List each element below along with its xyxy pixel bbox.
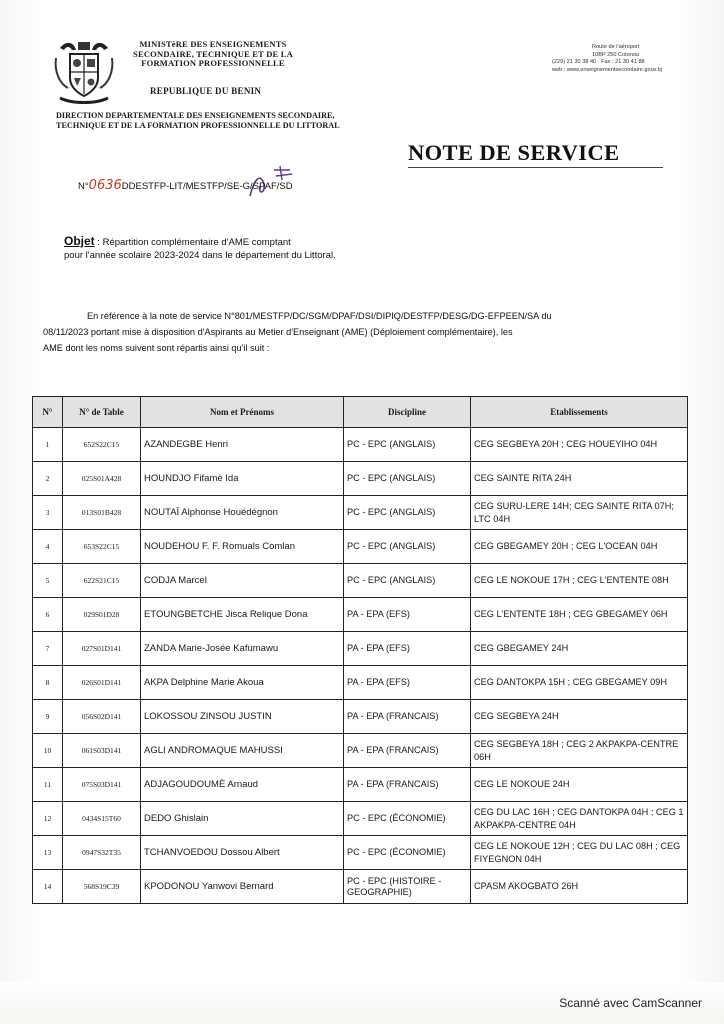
benin-coat-of-arms-icon	[52, 38, 116, 108]
row-number: 1	[33, 428, 63, 462]
reference-suffix: DDESTFP-LIT/MESTFP/SE-G/SPAF/SD	[121, 181, 293, 192]
row-establishments: CPASM AKOGBATO 26H	[471, 870, 688, 904]
contact-block	[552, 44, 682, 74]
intro-line: En référence à la note de service N°801/MESTFP/DC/SGM/DPAF/DSI/DIPIQ/DESTFP/DESG/DG-EFPEEN/SA du	[87, 311, 552, 321]
row-number: 12	[33, 802, 63, 836]
ministry-line: FORMATION PROFESSIONNELLE	[141, 58, 285, 68]
objet-line2: pour l'année scolaire 2023-2024 dans le département du Littoral.	[64, 250, 336, 261]
row-establishments: CEG SURU-LERE 14H; CEG SAINTE RITA 07H; LTC 04H	[471, 496, 688, 530]
table-row	[33, 768, 688, 802]
table-row	[33, 802, 688, 836]
objet-line1: : Répartition complémentaire d'AME comptant	[94, 237, 291, 248]
row-name: AGLI ANDROMAQUE MAHUSSI	[141, 734, 344, 768]
row-table-number: 025S01A428	[63, 462, 141, 496]
ministry-name	[118, 40, 308, 69]
row-number: 8	[33, 666, 63, 700]
row-establishments: CEG DU LAC 16H ; CEG DANTOKPA 04H ; CEG 1 AKPAKPA-CENTRE 04H	[471, 802, 688, 836]
table-header-row	[33, 397, 688, 428]
direction-line: TECHNIQUE ET DE LA FORMATION PROFESSIONNELLE DU LITTORAL	[56, 121, 340, 130]
row-establishments: CEG SEGBEYA 24H	[471, 700, 688, 734]
row-discipline: PA - EPA (FRANCAIS)	[344, 700, 471, 734]
direction-name	[56, 111, 340, 131]
table-row	[33, 530, 688, 564]
table-row	[33, 700, 688, 734]
intro-line: AME dont les noms suivent sont répartis ainsi qu'il suit :	[43, 343, 270, 353]
row-name: AZANDEGBE Henri	[141, 428, 344, 462]
row-discipline: PA - EPA (EFS)	[344, 632, 471, 666]
table-row	[33, 734, 688, 768]
row-establishments: CEG SAINTE RITA 24H	[471, 462, 688, 496]
row-discipline: PA - EPA (EFS)	[344, 666, 471, 700]
row-table-number: 653S22C15	[63, 530, 141, 564]
row-discipline: PC - EPC (ÉCONOMIE)	[344, 802, 471, 836]
row-number: 10	[33, 734, 63, 768]
row-establishments: CEG LE NOKOUE 12H ; CEG DU LAC 08H ; CEG FIYEGNON 04H	[471, 836, 688, 870]
row-table-number: 027S01D141	[63, 632, 141, 666]
direction-line: DIRECTION DEPARTEMENTALE DES ENSEIGNEMENTS SECONDAIRE,	[56, 111, 335, 120]
table-row	[33, 836, 688, 870]
row-name: CODJA Marcel	[141, 564, 344, 598]
row-table-number: 0434S15T60	[63, 802, 141, 836]
intro-line: 08/11/2023 portant mise à disposition d'Aspirants au Metier d'Enseignant (AME) (Déploiement complémentaire), les	[43, 327, 513, 337]
reference-handwritten-number: 0636	[88, 178, 122, 193]
row-discipline: PC - EPC (HISTOIRE - GEOGRAPHIE)	[344, 870, 471, 904]
row-table-number: 652S22C15	[63, 428, 141, 462]
reference-number	[78, 178, 293, 193]
document-title: NOTE DE SERVICE	[408, 140, 620, 165]
table-row	[33, 666, 688, 700]
scanner-watermark: Scanné avec CamScanner	[559, 996, 702, 1010]
row-number: 5	[33, 564, 63, 598]
row-number: 4	[33, 530, 63, 564]
row-number: 2	[33, 462, 63, 496]
row-table-number: 568S19C39	[63, 870, 141, 904]
row-discipline: PA - EPA (FRANCAIS)	[344, 734, 471, 768]
table-row	[33, 462, 688, 496]
row-discipline: PA - EPA (EFS)	[344, 598, 471, 632]
row-name: HOUNDJO Fifamè Ida	[141, 462, 344, 496]
row-name: ADJAGOUDOUMÈ Arnaud	[141, 768, 344, 802]
row-name: AKPA Delphine Marie Akoua	[141, 666, 344, 700]
row-number: 6	[33, 598, 63, 632]
row-establishments: CEG LE NOKOUE 24H	[471, 768, 688, 802]
row-discipline: PC - EPC (ANGLAIS)	[344, 530, 471, 564]
row-name: ETOUNGBETCHE Jisca Relique Dona	[141, 598, 344, 632]
table-row	[33, 428, 688, 462]
row-establishments: CEG DANTOKPA 15H ; CEG GBEGAMEY 09H	[471, 666, 688, 700]
contact-line: Route de l'aéroport	[592, 44, 640, 50]
row-table-number: 056S02D141	[63, 700, 141, 734]
header-discipline: Discipline	[344, 397, 471, 428]
header-table-number: N° de Table	[63, 397, 141, 428]
header-name: Nom et Prénoms	[141, 397, 344, 428]
row-table-number: 622S21C15	[63, 564, 141, 598]
table-row	[33, 496, 688, 530]
row-table-number: 013S01B428	[63, 496, 141, 530]
table-row	[33, 632, 688, 666]
table-row	[33, 564, 688, 598]
row-discipline: PC - EPC (ANGLAIS)	[344, 428, 471, 462]
row-name: ZANDA Marie-Josée Kafumawu	[141, 632, 344, 666]
row-number: 7	[33, 632, 63, 666]
objet-block	[64, 235, 336, 262]
row-number: 13	[33, 836, 63, 870]
contact-line: web : www.enseignementsecondaire.gouv.bj	[552, 66, 662, 73]
row-name: LOKOSSOU ZINSOU JUSTIN	[141, 700, 344, 734]
row-number: 9	[33, 700, 63, 734]
objet-label: Objet	[64, 234, 95, 248]
intro-paragraph	[43, 308, 693, 356]
row-table-number: 061S03D141	[63, 734, 141, 768]
row-name: KPODONOU Yanwovi Bernard	[141, 870, 344, 904]
row-number: 11	[33, 768, 63, 802]
header-number: N°	[33, 397, 63, 428]
row-name: DEDO Ghislain	[141, 802, 344, 836]
table-row	[33, 598, 688, 632]
row-establishments: CEG LE NOKOUE 17H ; CEG L'ENTENTE 08H	[471, 564, 688, 598]
row-table-number: 075S03D141	[63, 768, 141, 802]
row-table-number: 029S01D28	[63, 598, 141, 632]
republic-name: REPUBLIQUE DU BENIN	[150, 86, 262, 96]
row-discipline: PC - EPC (ANGLAIS)	[344, 496, 471, 530]
row-discipline: PC - EPC (ÉCONOMIE)	[344, 836, 471, 870]
reference-prefix: N°	[78, 181, 89, 192]
row-establishments: CEG GBEGAMEY 20H ; CEG L'OCEAN 04H	[471, 530, 688, 564]
row-discipline: PA - EPA (FRANCAIS)	[344, 768, 471, 802]
row-name: TCHANVOEDOU Dossou Albert	[141, 836, 344, 870]
row-establishments: CEG SEGBEYA 18H ; CEG 2 AKPAKPA-CENTRE 06H	[471, 734, 688, 768]
row-name: NOUTAÏ Alphonse Houédégnon	[141, 496, 344, 530]
row-name: NOUDEHOU F. F. Romuals Comlan	[141, 530, 344, 564]
row-number: 3	[33, 496, 63, 530]
row-establishments: CEG GBEGAMEY 24H	[471, 632, 688, 666]
title-underline	[408, 167, 663, 168]
contact-line: (229) 21 30 38 40 · Fax : 21 30 41 88	[552, 59, 645, 65]
assignment-table	[32, 396, 688, 904]
table-row	[33, 870, 688, 904]
row-table-number: 0947S32T35	[63, 836, 141, 870]
row-table-number: 026S01D141	[63, 666, 141, 700]
row-establishments: CEG L'ENTENTE 18H ; CEG GBEGAMEY 06H	[471, 598, 688, 632]
header-establishments: Etablissements	[471, 397, 688, 428]
row-discipline: PC - EPC (ANGLAIS)	[344, 564, 471, 598]
row-establishments: CEG SEGBEYA 20H ; CEG HOUEYIHO 04H	[471, 428, 688, 462]
ministry-line: MINISTèRE DES ENSEIGNEMENTS	[139, 39, 287, 49]
row-discipline: PC - EPC (ANGLAIS)	[344, 462, 471, 496]
contact-line: 10BP 250 Cotonou	[592, 51, 640, 58]
row-number: 14	[33, 870, 63, 904]
ministry-line: SECONDAIRE, TECHNIQUE ET DE LA	[133, 48, 293, 59]
